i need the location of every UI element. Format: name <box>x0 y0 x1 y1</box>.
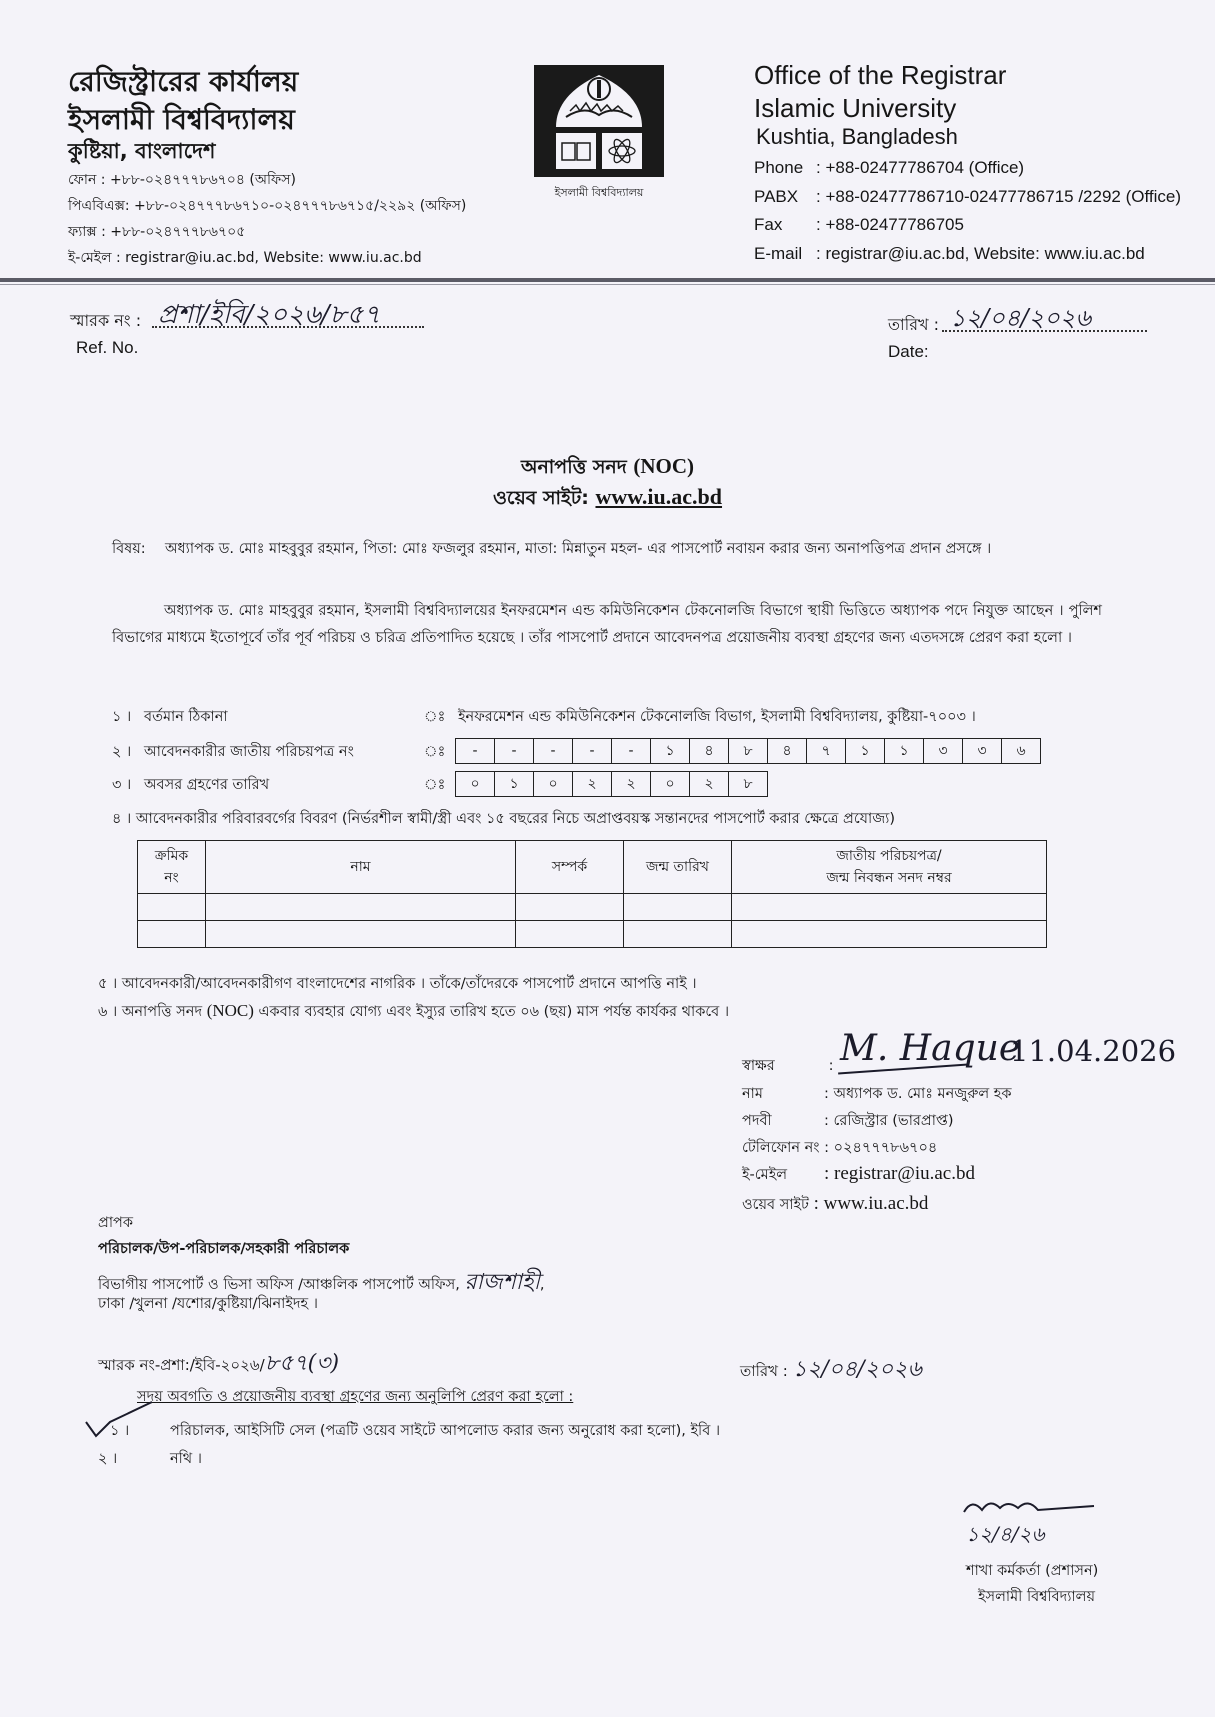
table-cell <box>516 894 624 921</box>
ref-label-bn: স্মারক নং : <box>70 311 142 330</box>
copy-item-text: নথি । <box>170 1451 202 1467</box>
table-cell <box>206 894 516 921</box>
email-bn: ই-মেইল : registrar@iu.ac.bd, Website: www.iu.ac.bd <box>68 250 422 266</box>
column-header: জাতীয় পরিচয়পত্র/ জন্ম নিবন্ধন সনদ নম্বর <box>732 841 1047 894</box>
item-number: ১ । <box>112 709 132 725</box>
name-label: নাম <box>742 1086 763 1102</box>
phone-en <box>754 158 1024 178</box>
digit-box: ২ <box>690 772 729 796</box>
date-label-en: Date: <box>888 342 929 361</box>
digit-box: - <box>612 739 651 763</box>
office-name-bn: রেজিস্ট্রারের কার্যালয় <box>68 65 299 98</box>
title-noc: (NOC) <box>633 454 694 478</box>
pabx-en <box>754 187 1181 207</box>
recipient-line2: ঢাকা /খুলনা /যশোর/কুষ্টিয়া/ঝিনাইদহ । <box>98 1296 318 1312</box>
fax-en-label: Fax <box>754 215 783 234</box>
table-cell <box>624 894 732 921</box>
table-row <box>138 921 1047 948</box>
signature-row <box>742 1055 834 1079</box>
website-link[interactable]: www.iu.ac.bd <box>595 484 723 509</box>
column-header: ক্রমিক নং <box>138 841 206 894</box>
recipient-title: পরিচালক/উপ-পরিচালক/সহকারী পরিচালক <box>98 1241 350 1257</box>
signatory-web-row <box>742 1193 928 1218</box>
body-paragraph: অধ্যাপক ড. মোঃ মাহবুবুর রহমান, ইসলামী বিশ্ববিদ্যালয়ের ইনফরমেশন এন্ড কমিউনিকেশন টেকনোলজি বিভাগে স্থায়ী ভিত্তিতে অধ্যাপক পদে নিযুক্ত আছেন । পুলিশ বিভাগের মাধ্যমে ইতোপূর্বে তাঁর পূর্ব পরিচয় ও চরিত্র প্রতিপাদিত হয়েছে । তাঁর পাসপোর্ট প্রদানে আবেদনপত্র প্রয়োজনীয় ব্যবস্থা গ্রহণের জন্য এতদসঙ্গে প্রেরণ করা হলো । <box>112 603 1102 646</box>
copy-item-number: ১ । <box>110 1423 130 1439</box>
signature-label: স্বাক্ষর <box>742 1058 775 1074</box>
digit-box: ১ <box>495 772 534 796</box>
copy-heading: সদয় অবগতি ও প্রয়োজনীয় ব্যবস্থা গ্রহণের জন্য অনুলিপি প্রেরণ করা হলো : <box>137 1389 574 1405</box>
office-name-en: Office of the Registrar <box>754 60 1007 90</box>
table-cell <box>138 894 206 921</box>
signatory-phone: : ০২৪৭৭৭৮৬৭০৪ <box>824 1140 938 1156</box>
item-colon: ঃ <box>424 709 446 725</box>
item-validity <box>98 1001 729 1025</box>
item-label: আবেদনকারীর পরিবারবর্গের বিবরণ (নির্ভরশীল স্বামী/স্ত্রী এবং ১৫ বছরের নিচে অপ্রাপ্তবয়স্ক সন্তানদের পাসপোর্ট করার ক্ষেত্রে প্রযোজ্য) <box>135 811 896 827</box>
address-value: ইনফরমেশন এন্ড কমিউনিকেশন টেকনোলজি বিভাগ, ইসলামী বিশ্ববিদ্যালয়, কুষ্টিয়া-৭০০৩ । <box>458 709 976 725</box>
item-label: আবেদনকারীর জাতীয় পরিচয়পত্র নং <box>144 744 354 760</box>
family-table <box>137 840 1047 948</box>
signatory-designation-row <box>742 1110 954 1134</box>
digit-box: ০ <box>456 772 495 796</box>
digit-box: ৩ <box>963 739 1002 763</box>
digit-box: ৮ <box>729 739 768 763</box>
subject-label: বিষয়: <box>112 541 146 557</box>
digit-box: ৬ <box>1016 743 1026 759</box>
column-header: সম্পর্ক <box>516 841 624 894</box>
phone-en-value: : +88-02477786704 (Office) <box>816 158 1025 177</box>
digit-box: - <box>456 739 495 763</box>
table-cell <box>732 894 1047 921</box>
email-en-label: E-mail <box>754 244 803 263</box>
digit-box: ৪ <box>690 739 729 763</box>
digit-box: ১ <box>846 739 885 763</box>
digit-box: ৭ <box>807 739 846 763</box>
pabx-en-label: PABX <box>754 187 799 206</box>
item-colon: ঃ <box>424 777 446 793</box>
validity-noc: (NOC) <box>206 1001 254 1020</box>
digit-box: - <box>495 739 534 763</box>
table-cell <box>206 921 516 948</box>
retirement-date-boxes <box>455 771 768 797</box>
designation-label: পদবী <box>742 1113 772 1129</box>
signatory-name: : অধ্যাপক ড. মোঃ মনজুরুল হক <box>824 1086 1012 1102</box>
university-name-en: Islamic University <box>754 93 957 123</box>
digit-box: ০ <box>651 772 690 796</box>
signatory-web[interactable]: : www.iu.ac.bd <box>813 1193 929 1214</box>
column-header: জন্ম তারিখ <box>624 841 732 894</box>
citizen-text: আবেদনকারী/আবেদনকারীগণ বাংলাদেশের নাগরিক । তাঁকে/তাঁদেরকে পাসপোর্ট প্রদানে আপত্তি নাই । <box>121 976 697 992</box>
location-en: Kushtia, Bangladesh <box>756 124 958 149</box>
website-label: ওয়েব সাইট: <box>492 487 589 509</box>
recipient-city-handwritten: রাজশাহী <box>464 1270 540 1295</box>
digit-box: ১ <box>651 739 690 763</box>
date-label-bn: তারিখ : <box>888 315 940 334</box>
header-divider-thin <box>0 284 1215 285</box>
copy-item-number: ২ । <box>98 1451 118 1467</box>
table-cell <box>516 921 624 948</box>
item-retirement <box>112 771 1112 799</box>
table-row <box>138 894 1047 921</box>
signature-handwritten: M. Haque <box>840 1028 1021 1069</box>
recipient-line1: বিভাগীয় পাসপোর্ট ও ভিসা অফিস /আঞ্চলিক পাসপোর্ট অফিস, রাজশাহী, <box>98 1270 545 1295</box>
validity-text-2: একবার ব্যবহার যোগ্য এবং ইস্যুর তারিখ হতে ০৬ (ছয়) মাস পর্যন্ত কার্যকর থাকবে । <box>258 1004 730 1020</box>
university-logo <box>534 65 664 177</box>
digit-box: ৩ <box>924 739 963 763</box>
phone-label: টেলিফোন নং <box>742 1140 820 1156</box>
item-citizen <box>98 973 697 997</box>
digit-box: ৮ <box>743 776 753 792</box>
section-officer-org: ইসলামী বিশ্ববিদ্যালয় <box>978 1589 1096 1605</box>
email-en <box>754 244 1145 264</box>
location-bn: কুষ্টিয়া, বাংলাদেশ <box>68 139 216 163</box>
pabx-bn: পিএবিএক্স: +৮৮-০২৪৭৭৭৮৬৭১০-০২৪৭৭৭৮৬৭১৫/২২৯২ (অফিস) <box>68 198 467 214</box>
copy-ref <box>98 1346 339 1383</box>
digit-box: ০ <box>534 772 573 796</box>
signature-date: 11.04.2026 <box>1010 1034 1177 1068</box>
section-officer-sign-date: ১২/৪/২৬ <box>966 1522 1045 1546</box>
document-title <box>0 453 1215 485</box>
signatory-email[interactable]: : registrar@iu.ac.bd <box>824 1163 975 1184</box>
item-number: ৩ । <box>112 777 132 793</box>
signatory-phone-row <box>742 1137 937 1161</box>
table-cell <box>138 921 206 948</box>
table-cell <box>732 921 1047 948</box>
column-header: নাম <box>206 841 516 894</box>
fax-en <box>754 215 964 235</box>
ref-label-en: Ref. No. <box>76 338 139 357</box>
email-label: ই-মেইল <box>742 1167 788 1183</box>
digit-box: ২ <box>612 772 651 796</box>
family-table-header <box>138 841 1047 894</box>
validity-text-1: অনাপত্তি সনদ <box>121 1004 203 1020</box>
item-label: অবসর গ্রহণের তারিখ <box>144 777 270 793</box>
signatory-designation: : রেজিস্ট্রার (ভারপ্রাপ্ত) <box>824 1113 954 1129</box>
copy-item-text: পরিচালক, আইসিটি সেল (পত্রটি ওয়েব সাইটে আপলোড করার জন্য অনুরোধ করা হলো), ইবি । <box>170 1423 721 1439</box>
header-divider <box>0 278 1215 282</box>
item-address <box>112 706 1112 732</box>
copy-ref-handwritten: ৮৫৭(৩) <box>264 1351 340 1376</box>
nid-digit-boxes <box>455 738 1041 764</box>
phone-bn: ফোন : +৮৮-০২৪৭৭৭৮৬৭০৪ (অফিস) <box>68 172 296 188</box>
title-bn: অনাপত্তি সনদ <box>521 456 627 478</box>
copy-date <box>740 1352 922 1389</box>
section-officer-title: শাখা কর্মকর্তা (প্রশাসন) <box>966 1563 1099 1579</box>
web-label: ওয়েব সাইট <box>742 1197 809 1213</box>
item-number: ৫ । <box>98 976 118 992</box>
item-number: ৬ । <box>98 1004 118 1020</box>
item-number: ২ । <box>112 744 132 760</box>
subject <box>112 536 1102 563</box>
date-handwritten: ১২/০৪/২০২৬ <box>950 304 1091 332</box>
fax-en-value: : +88-02477786705 <box>816 215 964 234</box>
item-label: বর্তমান ঠিকানা <box>144 709 228 725</box>
website-line <box>0 484 1215 516</box>
digit-box: ১ <box>885 739 924 763</box>
email-en-value: : registrar@iu.ac.bd, Website: www.iu.ac.bd <box>816 244 1145 263</box>
signature-colon: : <box>828 1058 834 1074</box>
pabx-en-value: : +88-02477786710-02477786715 /2292 (Office) <box>816 187 1182 206</box>
recipient-office: বিভাগীয় পাসপোর্ট ও ভিসা অফিস /আঞ্চলিক পাসপোর্ট অফিস, <box>98 1277 460 1293</box>
item-number: ৪ । <box>112 811 132 827</box>
digit-box: - <box>534 739 573 763</box>
logo-caption: ইসলামী বিশ্ববিদ্যালয় <box>554 186 644 199</box>
digit-box: ২ <box>573 772 612 796</box>
recipient-label: প্রাপক <box>98 1215 134 1231</box>
subject-text: অধ্যাপক ড. মোঃ মাহবুবুর রহমান, পিতা: মোঃ ফজলুর রহমান, মাতা: মিন্নাতুন মহল- এর পাসপোর্ট নবায়ন করার জন্য অনাপত্তিপত্র প্রদান প্রসঙ্গে । <box>165 541 992 557</box>
copy-ref-label: স্মারক নং-প্রশা:/ইবি-২০২৬/ <box>98 1356 265 1374</box>
signatory-email-row <box>742 1163 975 1188</box>
digit-box: ৪ <box>768 739 807 763</box>
item-nid <box>112 738 1112 766</box>
fax-bn: ফ্যাক্স : +৮৮-০২৪৭৭৭৮৬৭০৫ <box>68 224 246 240</box>
ref-number-handwritten: প্রশা/ইবি/২০২৬/৮৫৭ <box>158 300 381 330</box>
table-cell <box>624 921 732 948</box>
university-name-bn: ইসলামী বিশ্ববিদ্যালয় <box>68 103 295 136</box>
copy-date-handwritten: ১২/০৪/২০২৬ <box>792 1357 922 1382</box>
item-colon: ঃ <box>424 744 446 760</box>
phone-en-label: Phone <box>754 158 804 177</box>
digit-box: - <box>573 739 612 763</box>
signatory-name-row <box>742 1083 1012 1107</box>
item-family <box>112 808 1112 832</box>
copy-date-label: তারিখ : <box>740 1362 788 1380</box>
